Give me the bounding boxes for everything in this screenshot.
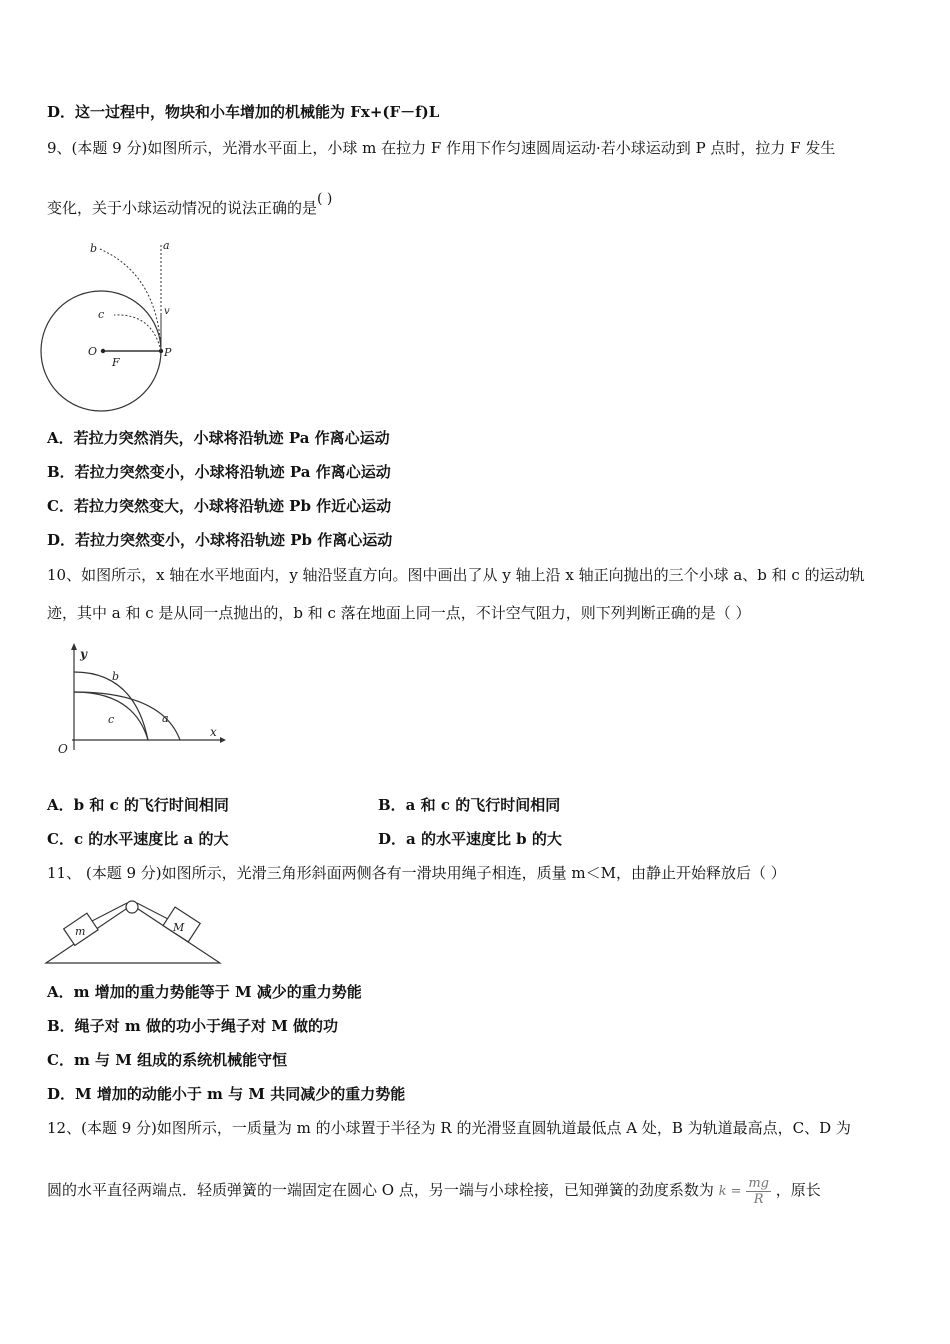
q8-option-d: D．这一过程中，物块和小车增加的机械能为 Fx+(F－f)L bbox=[47, 103, 440, 121]
q11-stem: 11、 (本题 9 分)如图所示，光滑三角形斜面两侧各有一滑块用绳子相连，质量 m＜M，由静止开始释放后（ ） bbox=[47, 864, 786, 882]
q10-option-a: A．b 和 c 的飞行时间相同 bbox=[47, 796, 229, 814]
q10-option-c: C．c 的水平速度比 a 的大 bbox=[47, 830, 229, 848]
q11-option-a: A．m 增加的重力势能等于 M 减少的重力势能 bbox=[47, 983, 362, 1001]
q10-stem-line1: 10、如图所示，x 轴在水平地面内，y 轴沿竖直方向。图中画出了从 y 轴上沿 x 轴正向抛出的三个小球 a、b 和 c 的运动轨 bbox=[47, 566, 865, 584]
q9-option-b: B．若拉力突然变小，小球将沿轨迹 Pa 作离心运动 bbox=[47, 463, 391, 481]
q9-stem-text: 变化，关于小球运动情况的说法正确的是 bbox=[47, 199, 318, 217]
q10-figure-projectiles bbox=[52, 640, 227, 760]
q12-stem-line1: 12、(本题 9 分)如图所示，一质量为 m 的小球置于半径为 R 的光滑竖直圆轨道最低点 A 处，B 为轨道最高点，C、D 为 bbox=[47, 1119, 851, 1137]
q9-option-d: D．若拉力突然变小，小球将沿轨迹 Pb 作离心运动 bbox=[47, 531, 393, 549]
q9-stem-line1: 9、(本题 9 分)如图所示，光滑水平面上，小球 m 在拉力 F 作用下作匀速圆周运动·若小球运动到 P 点时，拉力 F 发生 bbox=[47, 139, 836, 157]
q10-label-o: O bbox=[58, 742, 68, 756]
q9-option-a: A．若拉力突然消失，小球将沿轨迹 Pa 作离心运动 bbox=[47, 429, 390, 447]
q9-figure-circular-motion bbox=[40, 235, 180, 425]
q12-stem-text: 圆的水平直径两端点．轻质弹簧的一端固定在圆心 O 点，另一端与小球栓接，已知弹簧的劲度系数为 bbox=[47, 1181, 714, 1199]
q12-k-denominator: R bbox=[753, 1191, 764, 1207]
q11-option-c: C．m 与 M 组成的系统机械能守恒 bbox=[47, 1051, 288, 1069]
q10-x-arrow bbox=[220, 737, 226, 743]
q11-option-b: B．绳子对 m 做的功小于绳子对 M 做的功 bbox=[47, 1017, 339, 1035]
q10-label-a: a bbox=[162, 712, 169, 725]
q9-label-p: P bbox=[164, 346, 172, 359]
q10-label-x: x bbox=[210, 725, 217, 739]
q10-trajectory-b bbox=[74, 672, 148, 740]
q9-label-v: v bbox=[164, 306, 170, 317]
q12-k-fraction bbox=[746, 1176, 771, 1207]
q10-option-b: B．a 和 c 的飞行时间相同 bbox=[378, 796, 561, 814]
q9-label-b: b bbox=[90, 242, 98, 255]
q9-trajectory-c bbox=[114, 315, 161, 351]
q10-label-b: b bbox=[112, 670, 120, 683]
q9-trajectory-b bbox=[100, 249, 161, 351]
q10-label-y: y bbox=[80, 647, 87, 661]
q9-label-a: a bbox=[163, 239, 170, 252]
q11-pulley bbox=[126, 901, 138, 913]
q9-center-dot bbox=[101, 349, 105, 353]
q11-option-d: D．M 增加的动能小于 m 与 M 共同减少的重力势能 bbox=[47, 1085, 406, 1103]
q9-label-c: c bbox=[98, 308, 105, 321]
q9-label-f: F bbox=[112, 356, 120, 369]
q9-stem-line2 bbox=[47, 191, 333, 219]
q9-answer-paren: ( ) bbox=[317, 191, 333, 207]
q10-label-c: c bbox=[108, 713, 115, 726]
q10-stem-line2: 迹，其中 a 和 c 是从同一点抛出的，b 和 c 落在地面上同一点，不计空气阻力，则下列判断正确的是（ ） bbox=[47, 604, 751, 622]
q12-k-symbol: k = bbox=[718, 1184, 742, 1199]
q11-label-m: m bbox=[75, 925, 86, 938]
q11-figure-incline bbox=[42, 893, 227, 968]
q9-label-o: O bbox=[88, 345, 98, 358]
q12-stem-line2 bbox=[47, 1170, 821, 1212]
q12-stem-tail: ，原长 bbox=[775, 1181, 821, 1199]
q12-k-numerator: mg bbox=[748, 1175, 769, 1191]
q10-option-d: D．a 的水平速度比 b 的大 bbox=[378, 830, 562, 848]
q11-label-big-m: M bbox=[173, 921, 185, 934]
q10-y-arrow bbox=[71, 643, 77, 650]
q9-option-c: C．若拉力突然变大，小球将沿轨迹 Pb 作近心运动 bbox=[47, 497, 392, 515]
